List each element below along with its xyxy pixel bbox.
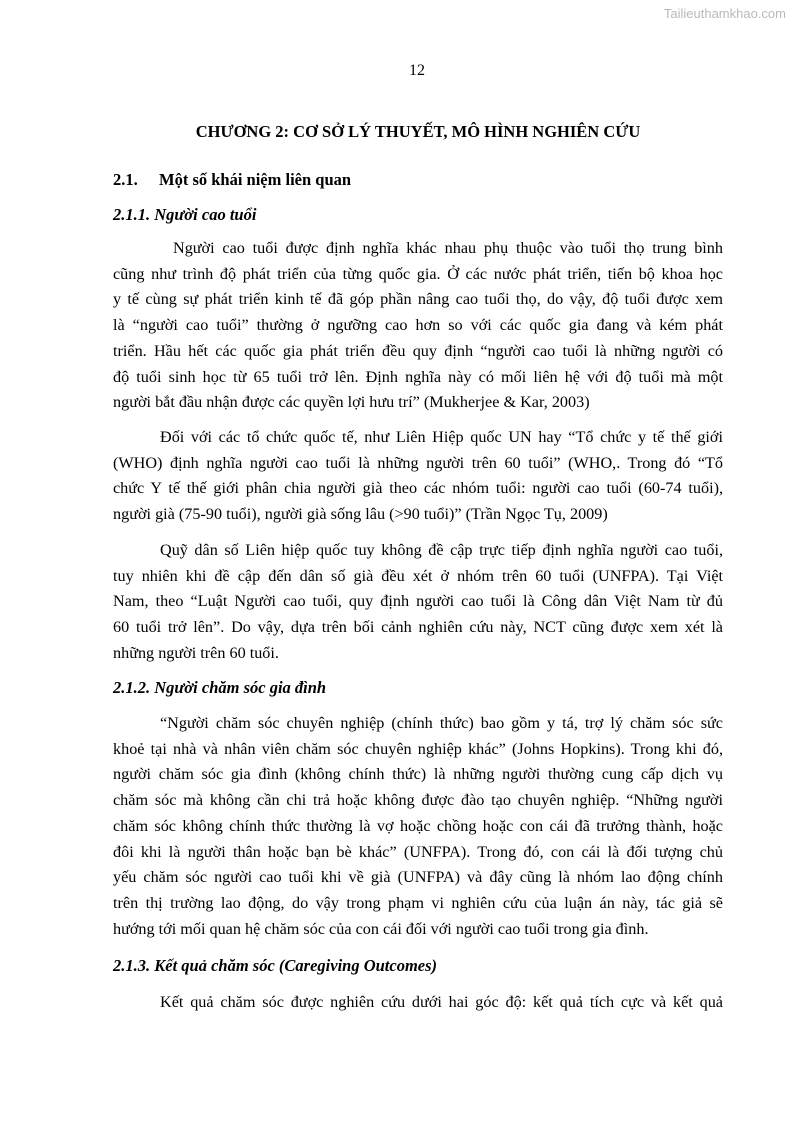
text-line: Nam, theo “Luật Người cao tuổi, quy định người cao tuổi là Công dân Việt Nam từ đủ [113,592,723,611]
text-line: “Người chăm sóc chuyên nghiệp (chính thức) bao gồm y tá, trợ lý chăm sóc sức [160,714,723,732]
text-line: Người cao tuổi được định nghĩa khác nhau phụ thuộc vào tuổi thọ trung bình [173,239,723,257]
text-line: hướng tới mối quan hệ chăm sóc của con cái đối với người cao tuổi trong gia đình. [113,919,649,938]
text-line: khoẻ tại nhà và nhân viên chăm sóc chuyên nghiệp khác” (Johns Hopkins). Trong khi đó, [113,739,723,758]
text-line: Đối với các tổ chức quốc tế, như Liên Hiệp quốc UN hay “Tổ chức y tế thế giới [160,428,723,446]
section-2-1-heading [113,170,351,190]
paragraph-family-caregiver [113,711,723,942]
text-line: chăm sóc không chính thức thường là vợ hoặc chồng hoặc con cái đã trưởng thành, hoặc [113,816,723,835]
text-line: đôi khi là người thân hoặc bạn bè khác” (UNFPA). Trong đó, con cái là đối tượng chủ [113,842,723,861]
text-line: là “người cao tuổi” thường ở ngưỡng cao hơn so với các quốc gia đang và kém phát [113,316,723,335]
text-line: người già (75-90 tuổi), người già sống lâu (>90 tuổi)” (Trần Ngọc Tụ, 2009) [113,505,608,524]
text-line: triển. Hầu hết các quốc gia phát triển đều quy định “người cao tuổi là những người có [113,341,723,360]
paragraph-caregiving-outcomes [113,990,723,1016]
paragraph-elderly-definition [113,236,723,416]
text-line: độ tuổi sinh học từ 65 tuổi trở lên. Định nghĩa này có mối liên hệ với độ tuổi mà một [113,367,723,386]
text-line: Quỹ dân số Liên hiệp quốc tuy không đề cập trực tiếp định nghĩa người cao tuổi, [160,541,723,559]
text-line: cũng như trình độ phát triển của từng quốc gia. Ở các nước phát triển, tiến bộ khoa học [113,264,723,283]
text-line: tuy nhiên khi đề cập đến dân số già đều xét ở nhóm trên 60 tuổi (UNFPA). Tại Việt [113,566,723,585]
section-2-1-2-heading: 2.1.2. Người chăm sóc gia đình [113,678,327,697]
text-line: những người trên 60 tuổi. [113,643,279,662]
paragraph-who-definition [113,425,723,528]
text-line: trên thị trường lao động, do vậy trong phạm vi nghiên cứu của luận án này, tác giả sẽ [113,893,723,912]
text-line: (WHO) định nghĩa người cao tuổi là những người trên 60 tuổi” (WHO,. Trong đó “Tổ [113,453,723,472]
page-number: 12 [409,62,425,79]
text-line: chăm sóc mà không cần chi trả hoặc không được đào tạo chuyên nghiệp. “Những người [113,791,723,810]
text-line: người chăm sóc gia đình (không chính thức) là những người thường cung cấp dịch vụ [113,765,723,784]
text-line: 60 tuổi trở lên”. Do vậy, dựa trên bối cảnh nghiên cứu này, NCT cũng được xem xét là [113,618,723,637]
watermark: Tailieuthamkhao.com [663,6,786,21]
section-title: Một số khái niệm liên quan [159,170,352,189]
chapter-title: CHƯƠNG 2: CƠ SỞ LÝ THUYẾT, MÔ HÌNH NGHIÊN CỨU [195,122,641,141]
section-number: 2.1. [113,170,138,189]
section-2-1-3-heading: 2.1.3. Kết quả chăm sóc (Caregiving Outcomes) [113,956,438,975]
text-line: y tế cùng sự phát triển kinh tế đã góp phần nâng cao tuổi thọ, do vậy, độ tuổi được xem [113,290,723,309]
section-2-1-1-heading: 2.1.1. Người cao tuổi [113,205,257,224]
text-line: người bắt đầu nhận được các quyền lợi hưu trí” (Mukherjee & Kar, 2003) [113,393,590,412]
paragraph-unfpa-definition [113,538,723,667]
text-line: Kết quả chăm sóc được nghiên cứu dưới hai góc độ: kết quả tích cực và kết quả [160,993,723,1011]
text-line: chức Y tế thế giới phân chia người già theo các nhóm tuổi: người cao tuổi (60-74 tuổi), [113,479,723,498]
text-line: yếu chăm sóc người cao tuổi khi về già (UNFPA) và đây cũng là nhóm lao động chính [113,868,723,887]
